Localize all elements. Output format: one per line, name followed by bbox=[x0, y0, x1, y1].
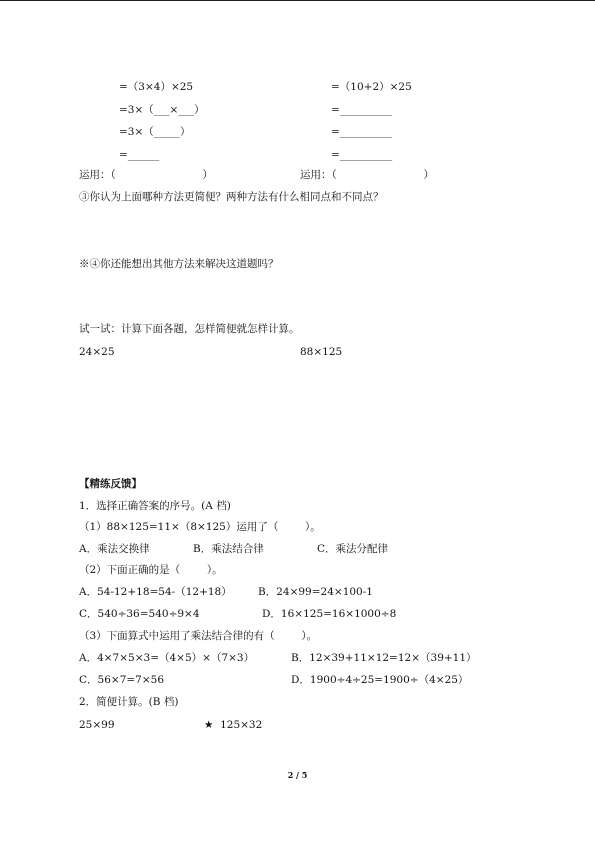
question-4: ※④你还能想出其他方法来解决这道题吗？ bbox=[79, 258, 279, 270]
problem-3-option-d: D．1900÷4÷25=1900÷（4×25） bbox=[291, 674, 469, 686]
work-right-line-1: =（10+2）×25 bbox=[331, 81, 412, 93]
practice-heading: 【精练反馈】 bbox=[79, 478, 142, 490]
problem-3-option-b: B．12×39+11×12=12×（39+11） bbox=[291, 652, 477, 664]
problem-2-option-c: C．540÷36=540÷9×4 bbox=[79, 608, 200, 620]
try-prompt: 试一试：计算下面各题，怎样简便就怎样计算。 bbox=[79, 323, 300, 335]
section-2-problem-2: ★ 125×32 bbox=[204, 719, 263, 731]
work-left-line-1: =（3×4）×25 bbox=[119, 81, 194, 93]
problem-1-option-c: C．乘法分配律 bbox=[317, 543, 389, 555]
work-left-line-3: =3×（_____） bbox=[119, 126, 191, 138]
problem-1-option-b: B．乘法结合律 bbox=[193, 543, 264, 555]
page-top-border bbox=[0, 0, 595, 1]
try-problem-1: 24×25 bbox=[79, 346, 115, 358]
section-2-problem-1: 25×99 bbox=[79, 719, 115, 731]
problem-2-option-b: B．24×99=24×100-1 bbox=[258, 586, 373, 598]
work-right-line-3: =__________ bbox=[331, 126, 393, 138]
use-left-label: 运用：（ ） bbox=[79, 169, 214, 181]
try-problem-2: 88×125 bbox=[300, 346, 343, 358]
work-right-line-2: =__________ bbox=[331, 104, 393, 116]
section-2-title: 2．简便计算。(B 档) bbox=[79, 696, 179, 708]
problem-3-stem: （3）下面算式中运用了乘法结合律的有（ ）。 bbox=[79, 630, 318, 642]
problem-3-option-a: A．4×7×5×3=（4×5）×（7×3） bbox=[79, 652, 255, 664]
problem-2-option-a: A．54-12+18=54-（12+18） bbox=[79, 586, 232, 598]
use-right-label: 运用：（ ） bbox=[300, 169, 435, 181]
work-left-line-2: =3×（___×___） bbox=[119, 104, 205, 116]
page-number: 2 / 5 bbox=[287, 770, 308, 780]
work-right-line-4: =__________ bbox=[331, 149, 393, 161]
question-3: ③你认为上面哪种方法更简便？两种方法有什么相同点和不同点？ bbox=[79, 191, 384, 203]
problem-1-option-a: A．乘法交换律 bbox=[79, 543, 150, 555]
problem-2-option-d: D．16×125=16×1000÷8 bbox=[262, 608, 397, 620]
problem-3-option-c: C．56×7=7×56 bbox=[79, 674, 165, 686]
problem-1-stem: （1）88×125=11×（8×125）运用了（ ）。 bbox=[79, 521, 321, 533]
problem-2-stem: （2）下面正确的是（ ）。 bbox=[79, 564, 223, 576]
work-left-line-4: =______ bbox=[119, 149, 160, 161]
section-1-title: 1．选择正确答案的序号。(A 档) bbox=[79, 500, 231, 512]
